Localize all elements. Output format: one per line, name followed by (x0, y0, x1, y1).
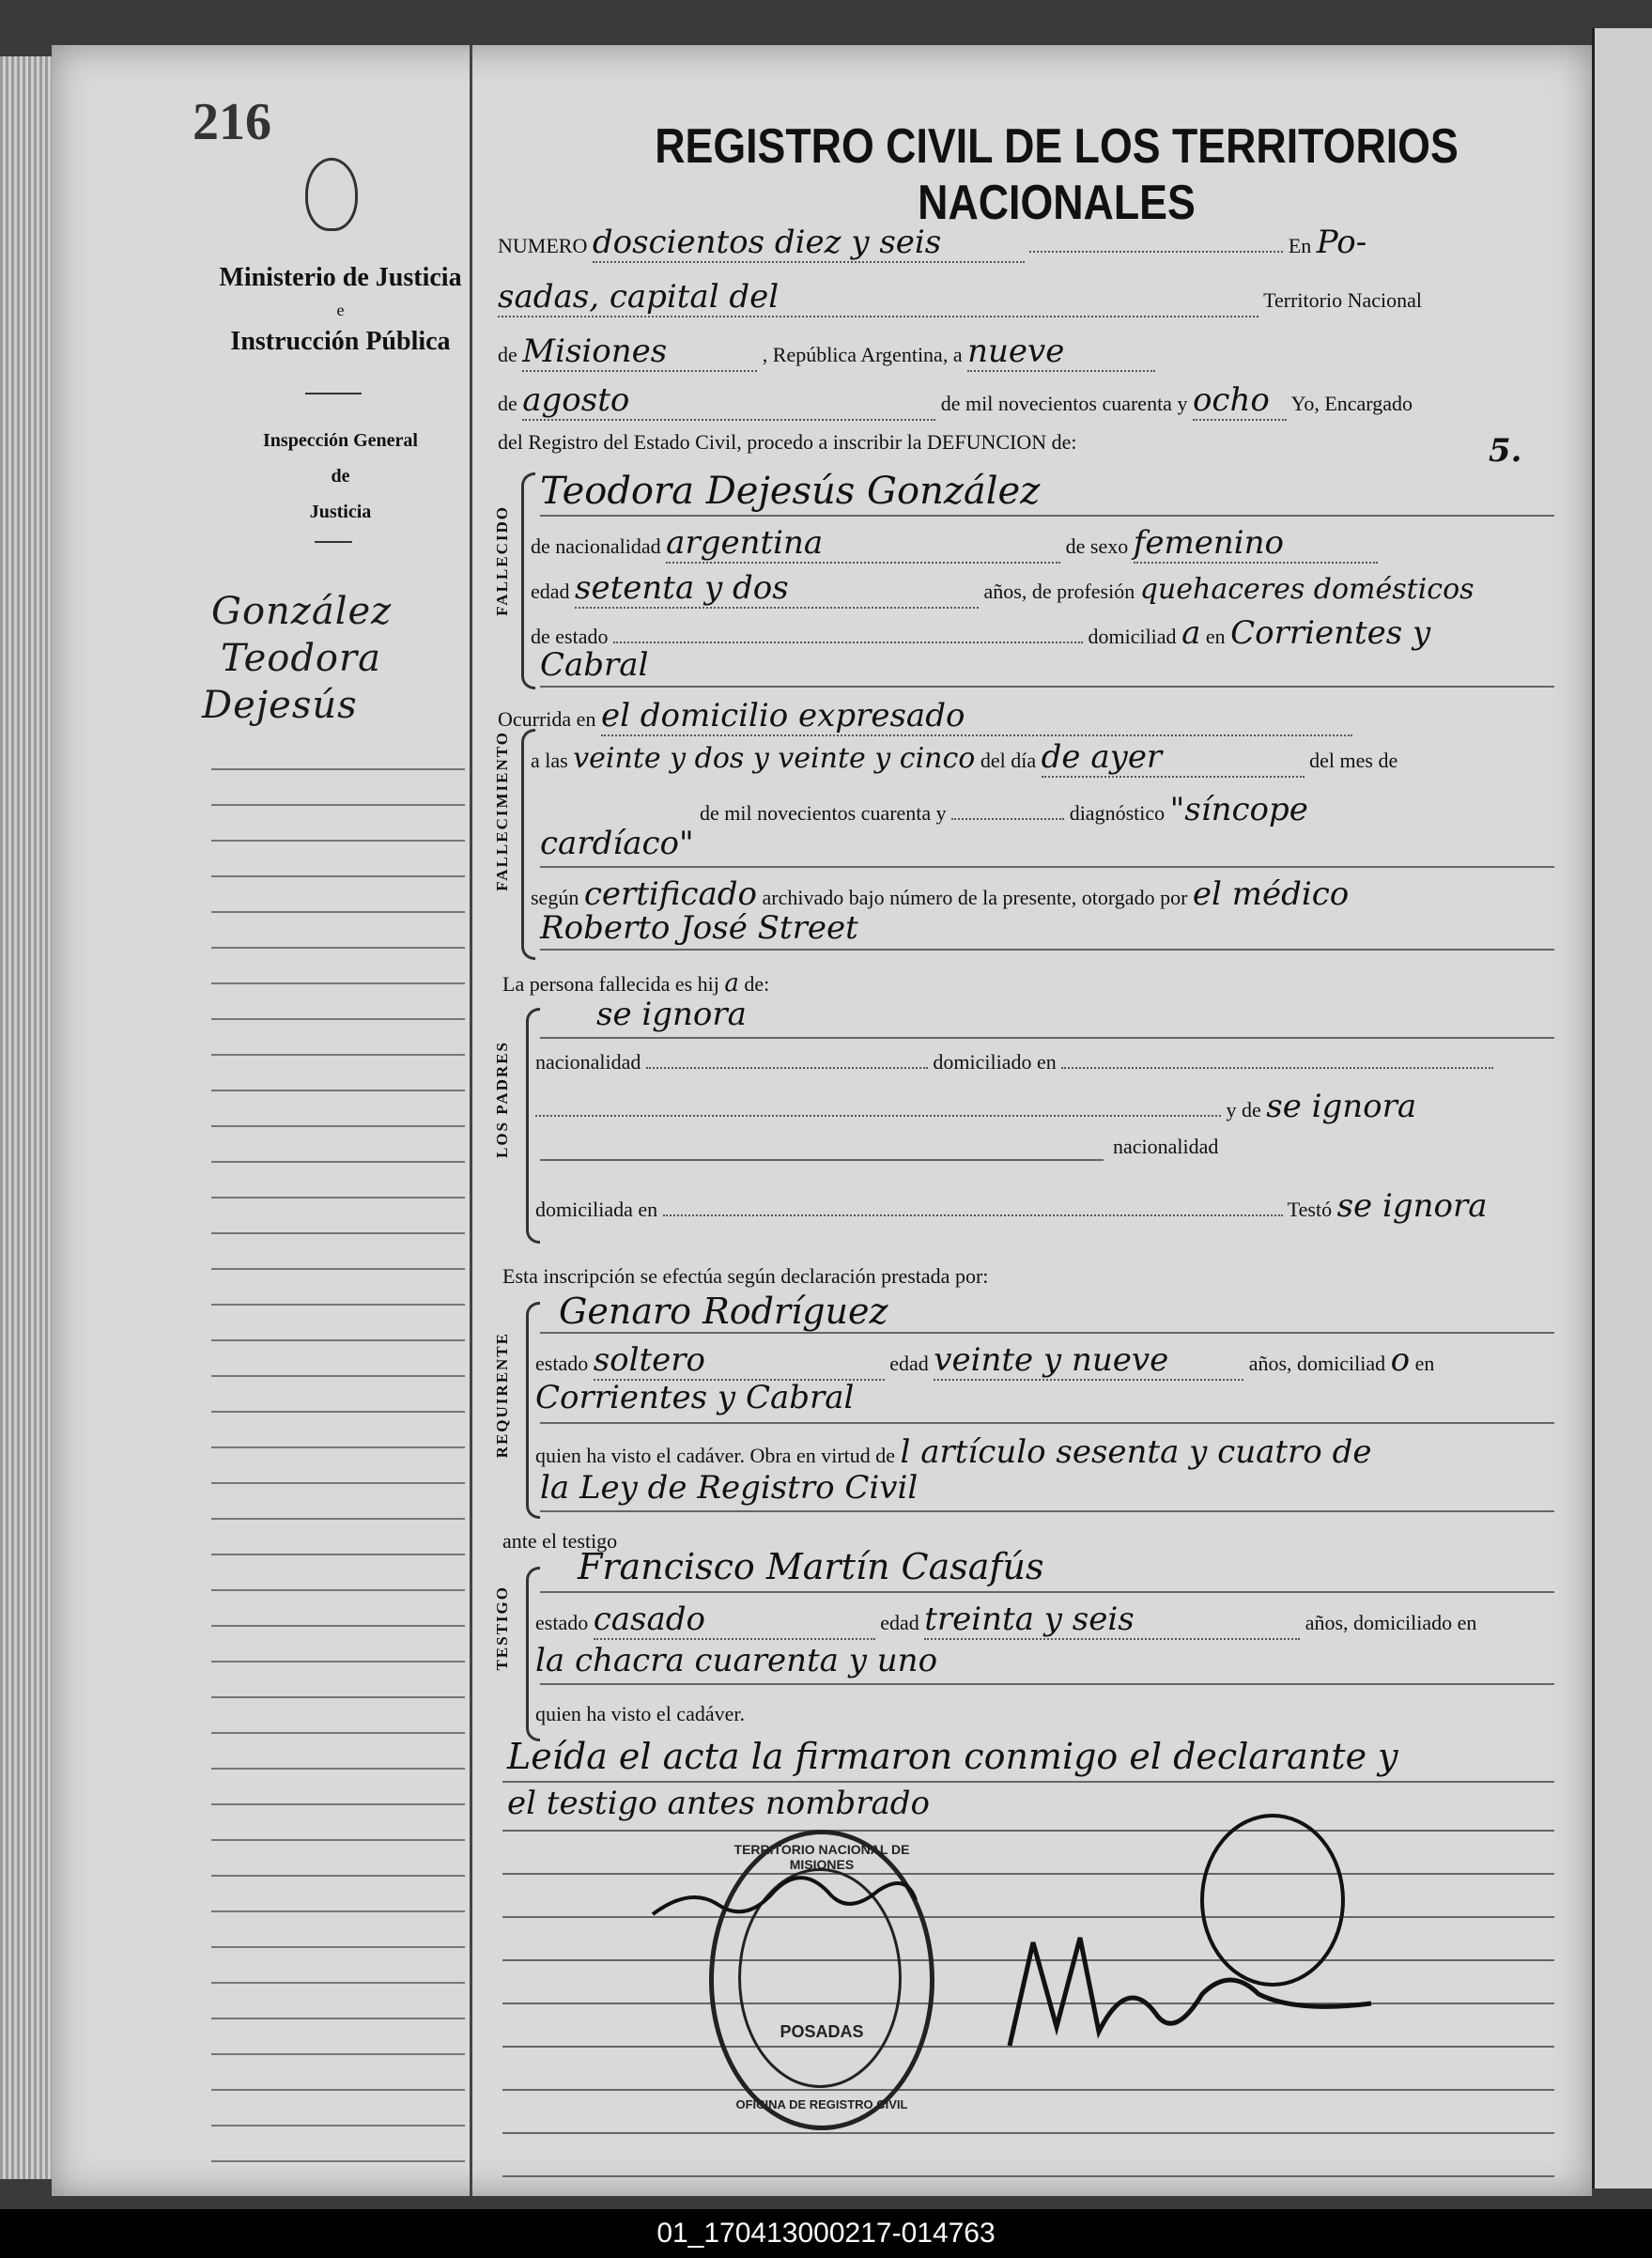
medico-rule (540, 949, 1554, 951)
month-value: agosto (522, 381, 935, 421)
margin-rule (211, 804, 465, 806)
ministry-rule (305, 393, 362, 394)
requirente-section-label: REQUIRENTE (493, 1332, 511, 1459)
margin-rule (211, 1946, 465, 1948)
padre-value: se ignora (596, 996, 747, 1033)
requirente-anios-value: o (1390, 1341, 1411, 1379)
declaracion-label: Esta inscripción se efectúa según declaración prestada por: (502, 1264, 989, 1288)
hora-value: veinte y dos y veinte y cinco (573, 742, 976, 775)
ministry-line2: e (336, 301, 345, 319)
requirente-anios-label: años, domiciliad (1248, 1352, 1386, 1375)
nacionalidad-label-padre: nacionalidad (535, 1050, 641, 1074)
edad-label: edad (531, 580, 570, 603)
nacionalidad-value: argentina (666, 524, 1060, 564)
margin-rule (211, 1304, 465, 1306)
margin-rule (211, 1411, 465, 1413)
margin-rule (211, 2018, 465, 2019)
madre-domicilio-blank (663, 1214, 1283, 1216)
archivado-label: archivado bajo número de la presente, otorgado por (762, 886, 1188, 909)
testigo-estado-label: estado (535, 1611, 589, 1634)
requirente-obra-rule (540, 1510, 1554, 1512)
margin-rule (211, 911, 465, 913)
estado-row (531, 614, 1430, 652)
testigo-name-row (578, 1546, 1043, 1587)
padre-domicilio-cont (535, 1115, 1221, 1117)
domiciliado-label: domiciliado en (933, 1050, 1057, 1074)
territorio-label: Territorio Nacional (1263, 288, 1422, 312)
requirente-edad-label: edad (889, 1352, 929, 1375)
padre-rule (540, 1037, 1554, 1039)
anio-label: de mil novecientos cuarenta y (700, 801, 947, 825)
nacionalidad-label: de nacionalidad (531, 534, 661, 558)
diagnostico-value: "síncope (1169, 791, 1308, 828)
margin-rule (211, 947, 465, 949)
testo-value: se ignora (1336, 1187, 1488, 1225)
requirente-estado-row (535, 1341, 1434, 1381)
margin-rule (211, 1589, 465, 1591)
requirente-obra-value: l artículo sesenta y cuatro de (900, 1433, 1372, 1471)
page-number: 216 (193, 93, 271, 151)
estado-label: de estado (531, 625, 609, 648)
margin-rule (211, 768, 465, 770)
ocurrida-value: el domicilio expresado (601, 697, 1352, 736)
estado-value-blank (613, 642, 1083, 643)
fallecido-section-label: FALLECIDO (493, 505, 511, 616)
domicilio-value2: Cabral (540, 646, 649, 684)
requirente-name-rule (540, 1332, 1554, 1334)
margin-rule (211, 1125, 465, 1127)
testigo-intro: ante el testigo (502, 1529, 618, 1553)
margin-rule (211, 840, 465, 842)
madre-row (535, 1088, 1416, 1125)
nacionalidad-row (531, 524, 1378, 564)
ministry-line1: Ministerio de Justicia (219, 263, 462, 292)
month-de-label: de (498, 392, 517, 415)
testigo-domicilio-rule (540, 1683, 1554, 1685)
body-rule (502, 2175, 1554, 2177)
sexo-value: femenino (1134, 524, 1378, 564)
madre-value: se ignora (1266, 1088, 1417, 1125)
mes-label: del mes de (1309, 749, 1398, 772)
margin-rule (211, 1982, 465, 1984)
domicilio-rule (540, 686, 1554, 688)
margin-rule (211, 1375, 465, 1377)
year-value: ocho (1193, 381, 1287, 421)
y-de-label: y de (1226, 1098, 1261, 1121)
numero-value: doscientos diez y seis (593, 224, 1025, 263)
padre-nacionalidad-row (535, 1050, 1493, 1075)
body-rule (502, 2132, 1554, 2134)
margin-rule (211, 2089, 465, 2091)
segun-value: certificado (583, 875, 758, 913)
hijo-value: a (724, 969, 739, 998)
madre-nacionalidad-row (1113, 1135, 1218, 1159)
testigo-estado-value: casado (594, 1601, 875, 1640)
month-row (498, 381, 1413, 421)
coat-of-arms-icon (305, 158, 358, 231)
margin-second-name: Dejesús (202, 684, 358, 727)
requirente-obra-row2 (540, 1469, 918, 1507)
fallecido-name-row (540, 470, 1040, 513)
diagnostico-rule (540, 866, 1554, 868)
margin-rule (211, 1339, 465, 1341)
next-page-edge (1592, 28, 1652, 2188)
margin-rule (211, 1803, 465, 1805)
margin-mark: 5. (1489, 432, 1522, 470)
margin-rule (211, 1232, 465, 1234)
testigo-anios-label: años, domiciliado en (1305, 1611, 1477, 1634)
register-page (52, 45, 1592, 2196)
requirente-obra-value2: la Ley de Registro Civil (540, 1469, 919, 1507)
margin-surname: González (211, 590, 393, 633)
requirente-name-row (559, 1291, 888, 1332)
testigo-section-label: TESTIGO (493, 1585, 511, 1671)
place-row (498, 278, 1422, 317)
hora-label: a las (531, 749, 568, 772)
margin-rule (211, 1518, 465, 1520)
hijo-row (502, 969, 769, 998)
anio-row (700, 791, 1308, 828)
registro-row (498, 430, 1077, 455)
testigo-estado-row (535, 1601, 1476, 1640)
margin-rule (211, 982, 465, 984)
ocurrida-row (498, 697, 1352, 736)
stamp-bottom-text: OFICINA DE REGISTRO CIVIL (735, 2097, 908, 2111)
en-label: En (1288, 234, 1312, 257)
margin-rule (211, 1910, 465, 1912)
margin-rule (211, 1482, 465, 1484)
signatures (615, 1811, 1460, 2121)
diagnostico-row2 (540, 825, 694, 862)
padre-nacionalidad-blank (646, 1067, 928, 1069)
profesion-label: años, de profesión (983, 580, 1135, 603)
madre-domicilio-row (535, 1187, 1487, 1225)
domiciliad-label: domiciliad (1088, 625, 1177, 648)
declarant-signature (653, 1878, 916, 1914)
requirente-estado-value: soltero (594, 1341, 885, 1381)
sexo-label: de sexo (1065, 534, 1129, 558)
margin-rule (211, 1018, 465, 1020)
margin-rule (211, 1554, 465, 1555)
profesion-value: quehaceres domésticos (1139, 573, 1474, 606)
inspection-line2: de (331, 466, 350, 487)
requirente-domicilio-value: Corrientes y Cabral (535, 1379, 855, 1416)
testigo-name-rule (540, 1591, 1554, 1593)
officer-signature (1010, 1938, 1371, 2046)
domicilio-value: Corrientes y (1230, 614, 1431, 652)
testigo-quien-label: quien ha visto el cadáver. (535, 1702, 745, 1725)
inspection-line3: Justicia (309, 502, 372, 522)
requirente-quien-row (535, 1433, 1371, 1471)
margin-rule (211, 875, 465, 877)
testigo-quien-row (535, 1702, 745, 1726)
padres-section-label: LOS PADRES (493, 1041, 511, 1159)
margin-rule (211, 1875, 465, 1877)
margin-rule (211, 1197, 465, 1199)
closing-line1: Leída el acta la firmaron conmigo el declarante y (507, 1736, 1398, 1777)
stamp-center-text: POSADAS (780, 2022, 864, 2041)
margin-rule (211, 2053, 465, 2055)
requirente-domicilio-rule (540, 1422, 1554, 1424)
nacionalidad-label-madre: nacionalidad (1113, 1135, 1219, 1158)
testigo-domicilio-row (535, 1642, 937, 1679)
margin-rule (211, 1625, 465, 1627)
testo-label: Testó (1287, 1198, 1333, 1221)
requirente-name: Genaro Rodríguez (559, 1291, 888, 1332)
padre-row (596, 996, 747, 1033)
margin-rule (211, 2125, 465, 2127)
margin-rule (211, 2160, 465, 2162)
testigo-edad-label: edad (880, 1611, 919, 1634)
day-value: nueve (967, 333, 1155, 372)
declaracion-row (502, 1264, 988, 1289)
numero-filler (1029, 251, 1283, 253)
testigo-domicilio-value: la chacra cuarenta y uno (535, 1642, 938, 1679)
segun-row (531, 875, 1349, 913)
domiciliada-label: domiciliada en (535, 1198, 658, 1221)
inspection-line1: Inspección General (263, 430, 418, 451)
place-value: Po- (1316, 224, 1367, 261)
closing-line2: el testigo antes nombrado (507, 1785, 930, 1822)
closing-rule1 (502, 1781, 1554, 1783)
domiciliad-value: a (1181, 614, 1201, 652)
fallecimiento-section-label: FALLECIMIENTO (493, 731, 511, 891)
testigo-name: Francisco Martín Casafús (578, 1546, 1044, 1587)
margin-rule (211, 1090, 465, 1091)
dia-value: de ayer (1042, 738, 1305, 778)
diagnostico-label: diagnóstico (1069, 801, 1166, 825)
margin-rule (211, 1446, 465, 1448)
diagnostico-value2: cardíaco" (540, 825, 694, 862)
requirente-en-label: en (1414, 1352, 1435, 1375)
closing-row1 (507, 1736, 1398, 1777)
name-rule (540, 515, 1554, 517)
signature-loop (1202, 1816, 1343, 1985)
margin-rule (211, 1839, 465, 1841)
republica-label: , República Argentina, a (762, 343, 963, 366)
territory-value: Misiones (522, 333, 757, 372)
stamp-top-text: TERRITORIO NACIONAL DE MISIONES (733, 1842, 910, 1872)
inspection-rule (315, 541, 352, 543)
testigo-edad-value: treinta y seis (924, 1601, 1300, 1640)
image-caption: 01_170413000217-014763 (0, 2209, 1652, 2258)
register-title: REGISTRO CIVIL DE LOS TERRITORIOS NACIONALES (655, 119, 1459, 230)
requirente-estado-label: estado (535, 1352, 589, 1375)
page-edges (0, 56, 52, 2179)
margin-rule (211, 1161, 465, 1163)
margin-rule (211, 1696, 465, 1698)
medico-value: el médico (1192, 875, 1350, 913)
anio-blank (951, 818, 1064, 820)
margin-given-name: Teodora (221, 637, 381, 680)
margin-rule (211, 1768, 465, 1770)
year-label: de mil novecientos cuarenta y (940, 392, 1188, 415)
de-label: de (498, 343, 517, 366)
edad-value: setenta y dos (575, 569, 979, 609)
hijo-de-label: de: (744, 972, 770, 996)
numero-row (498, 224, 1366, 263)
territory-row (498, 333, 1155, 372)
margin-rule (211, 1268, 465, 1270)
margin-divider (470, 45, 472, 2196)
requirente-quien-label: quien ha visto el cadáver. Obra en virtud de (535, 1444, 896, 1467)
hora-row (531, 738, 1397, 778)
margin-rule (211, 1732, 465, 1734)
ministry-line3: Instrucción Pública (230, 327, 451, 356)
encargado-label: Yo, Encargado (1290, 392, 1413, 415)
hijo-label: La persona fallecida es hij (502, 972, 719, 996)
margin-rule (211, 1054, 465, 1056)
dia-label: del día (980, 749, 1037, 772)
place-value2: sadas, capital del (498, 278, 1258, 317)
medico-row (540, 909, 858, 947)
requirente-edad-value: veinte y nueve (934, 1341, 1243, 1381)
segun-label: según (531, 886, 579, 909)
en-label-2: en (1205, 625, 1226, 648)
edad-row (531, 569, 1474, 609)
numero-label: NUMERO (498, 234, 588, 257)
madre-rule (540, 1159, 1104, 1161)
requirente-domicilio-row (535, 1379, 854, 1416)
domicilio-row2 (540, 646, 648, 684)
ocurrida-label: Ocurrida en (498, 707, 596, 731)
medico-name: Roberto José Street (540, 909, 858, 947)
padre-domicilio-blank (1061, 1067, 1493, 1069)
margin-rule (211, 1661, 465, 1663)
registro-text: del Registro del Estado Civil, procedo a inscribir la DEFUNCION de: (498, 430, 1077, 454)
fallecido-name: Teodora Dejesús González (540, 470, 1041, 513)
